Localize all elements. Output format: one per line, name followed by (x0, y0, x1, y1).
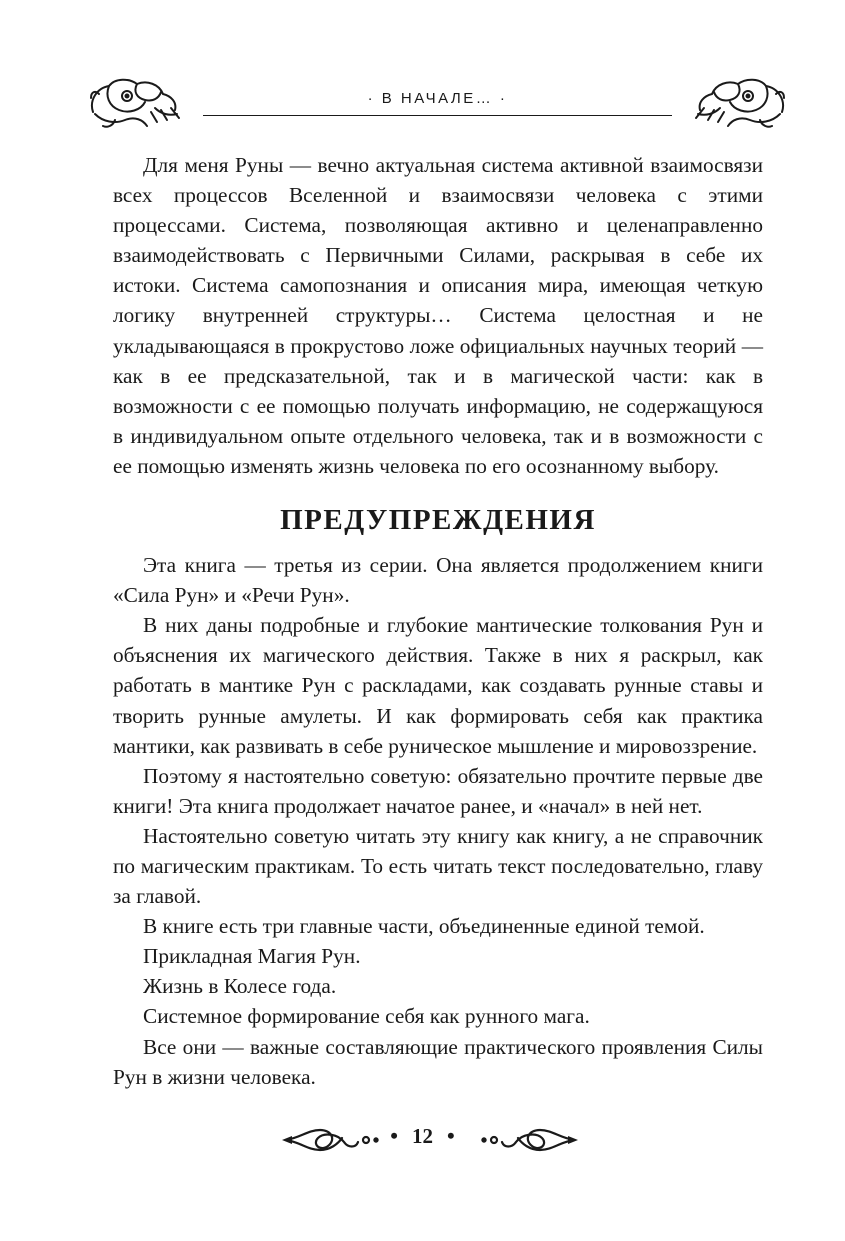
body-paragraph: Жизнь в Колесе года. (143, 974, 337, 999)
intro-paragraph: Для меня Руны — вечно актуальная система активной взаимосвязи всех процессов Вселенной и взаимосвязи человека с этими процессами. Система, позволяющая активно и целенаправленно взаимодействовать с Первичными Силами, раскрывая в себе их истоки. Система самопознания и описания мира, имеющая четкую логику внутренней структуры… Система целостная и не укладывающаяся в прокрустово ложе официальных научных теорий — как в ее предсказательной, так и в магической части: как в возможности с ее помощью получать информацию, не содержащуюся в индивидуальном опыте отдельного человека, так и в возможности с ее помощью изменять жизнь человека по его осознанному выбору. (113, 153, 763, 478)
dragon-head-ornament-icon (690, 72, 790, 132)
section-heading: ПРЕДУПРЕЖДЕНИЯ (280, 504, 596, 537)
body-paragraph: Поэтому я настоятельно советую: обязательно прочтите первые две книги! Эта книга продолжает начатое ранее, и «начал» в ней нет. (113, 763, 763, 818)
separator-dot: • (390, 1123, 398, 1148)
page-number: 12 (412, 1124, 433, 1148)
running-title: · В НАЧАЛЕ… · (367, 90, 508, 107)
page-footer (0, 1112, 845, 1162)
knot-flourish-icon (478, 1118, 578, 1158)
body-paragraph: В книге есть три главные части, объединенные единой темой. (143, 914, 705, 939)
separator-dot: • (447, 1123, 455, 1148)
body-paragraph: Системное формирование себя как рунного мага. (143, 1004, 590, 1029)
body-paragraph: Все они — важные составляющие практического проявления Силы Рун в жизни человека. (113, 1034, 763, 1089)
header-rule (203, 115, 672, 116)
body-paragraph: В них даны подробные и глубокие мантические толкования Рун и объяснения их магического действия. Также в них я раскрыл, как работать в мантике Рун с раскладами, как создавать рунные ставы и творить рунные амулеты. И как формировать себя как практика мантики, как развивать в себе руническое мышление и мировоззрение. (113, 613, 763, 758)
page-number-block (0, 1123, 845, 1149)
body-paragraph: Прикладная Магия Рун. (143, 944, 361, 969)
body-paragraph: Эта книга — третья из серии. Она является продолжением книги «Сила Рун» и «Речи Рун». (113, 553, 763, 608)
body-paragraph: Настоятельно советую читать эту книгу как книгу, а не справочник по магическим практикам. То есть читать текст последовательно, главу за главой. (113, 823, 763, 909)
page-body (113, 150, 763, 1092)
running-header (85, 62, 790, 142)
